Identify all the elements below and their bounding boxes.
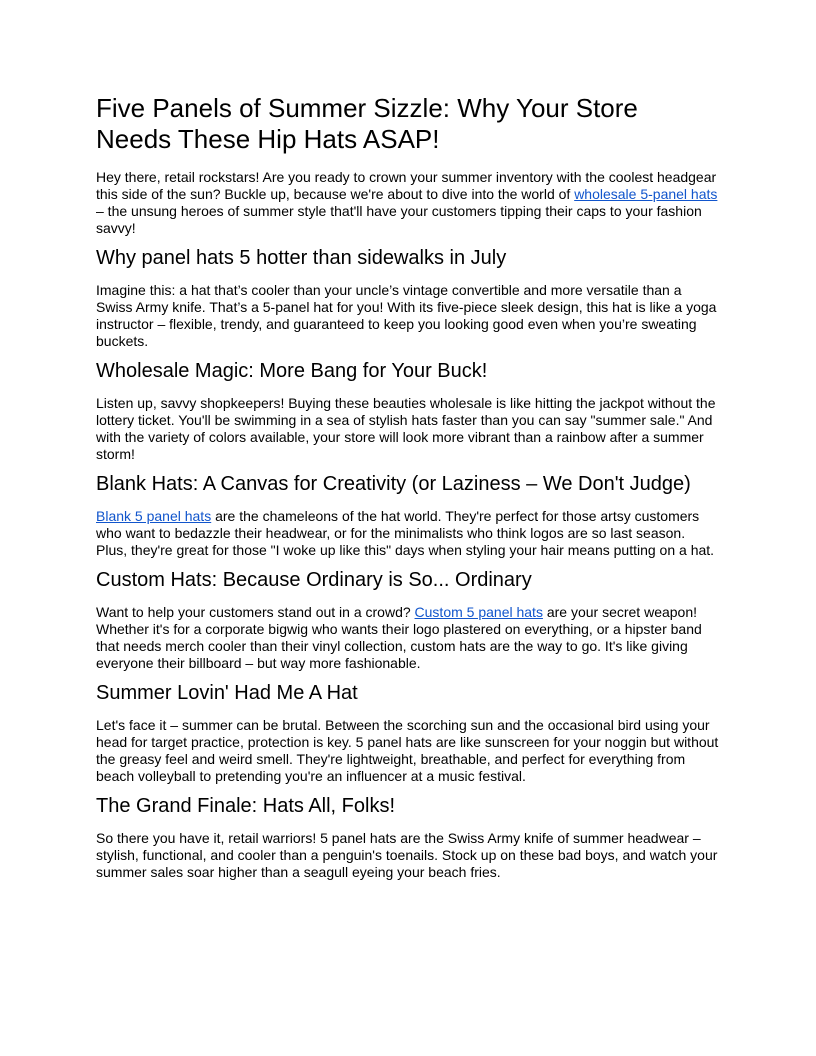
section-heading-grand-finale: The Grand Finale: Hats All, Folks! <box>96 795 396 817</box>
section-body-summer-lovin: Let's face it – summer can be brutal. Between the scorching sun and the occasional bird using your head for target practice, protection is key. 5 panel hats are like sunscreen for your noggin but without the greasy feel and weird smell. They're lightweight, breathable, and perfect for everything from beach volleyball to pretending you're an influencer at a music festival. <box>96 717 719 784</box>
custom-hats-link[interactable]: Custom 5 panel hats <box>414 604 543 620</box>
intro-text-before: Hey there, retail rockstars! Are you ready to crown your summer inventory with the coolest headgear this side of the sun? Buckle up, because we're about to dive into the world of <box>96 169 717 202</box>
section-body-custom-hats <box>96 604 720 672</box>
section-heading-why-panel-hats: Why panel hats 5 hotter than sidewalks in July <box>96 247 507 269</box>
section-body-why-panel-hats: Imagine this: a hat that’s cooler than your uncle’s vintage convertible and more versatile than a Swiss Army knife. That’s a 5-panel hat for you! With its five-piece sleek design, this hat is like a yoga instructor – flexible, trendy, and guaranteed to keep you looking good even when you’re sweating buckets. <box>96 282 717 349</box>
section-body-wholesale-magic: Listen up, savvy shopkeepers! Buying these beauties wholesale is like hitting the jackpot without the lottery ticket. You'll be swimming in a sea of stylish hats faster than you can say "summer sale." And with the variety of colors available, your store will look more vibrant than a rainbow after a summer storm! <box>96 395 716 462</box>
blank-hats-link[interactable]: Blank 5 panel hats <box>96 508 212 524</box>
section-heading-wholesale-magic: Wholesale Magic: More Bang for Your Buck! <box>96 360 488 382</box>
custom-hats-text-after: are your secret weapon! Whether it's for a corporate bigwig who wants their logo plastered on everything, or a hipster band that needs merch cooler than their vinyl collection, custom hats are the way to go. It's like giving everyone their billboard – but way more fashionable. <box>96 604 702 671</box>
page-title: Five Panels of Summer Sizzle: Why Your Store Needs These Hip Hats ASAP! <box>96 93 638 154</box>
section-body-blank-hats <box>96 508 720 559</box>
custom-hats-text-before: Want to help your customers stand out in a crowd? <box>96 604 415 620</box>
intro-text-after: – the unsung heroes of summer style that'll have your customers tipping their caps to your fashion savvy! <box>96 203 702 236</box>
blank-hats-text: are the chameleons of the hat world. They're perfect for those artsy customers who want to bedazzle their headwear, or for the minimalists who think logos are so last season. Plus, they're great for those "I woke up like this" days when styling your hair means putting on a hat. <box>96 508 715 558</box>
intro-paragraph <box>96 169 720 237</box>
section-heading-summer-lovin: Summer Lovin' Had Me A Hat <box>96 682 358 704</box>
section-body-grand-finale: So there you have it, retail warriors! 5 panel hats are the Swiss Army knife of summer headwear – stylish, functional, and cooler than a penguin's toenails. Stock up on these bad boys, and watch your summer sales soar higher than a seagull eyeing your beach fries. <box>96 830 718 880</box>
section-heading-blank-hats: Blank Hats: A Canvas for Creativity (or Laziness – We Don't Judge) <box>96 473 691 495</box>
section-heading-custom-hats: Custom Hats: Because Ordinary is So... Ordinary <box>96 569 532 591</box>
wholesale-hats-link[interactable]: wholesale 5-panel hats <box>574 186 718 202</box>
